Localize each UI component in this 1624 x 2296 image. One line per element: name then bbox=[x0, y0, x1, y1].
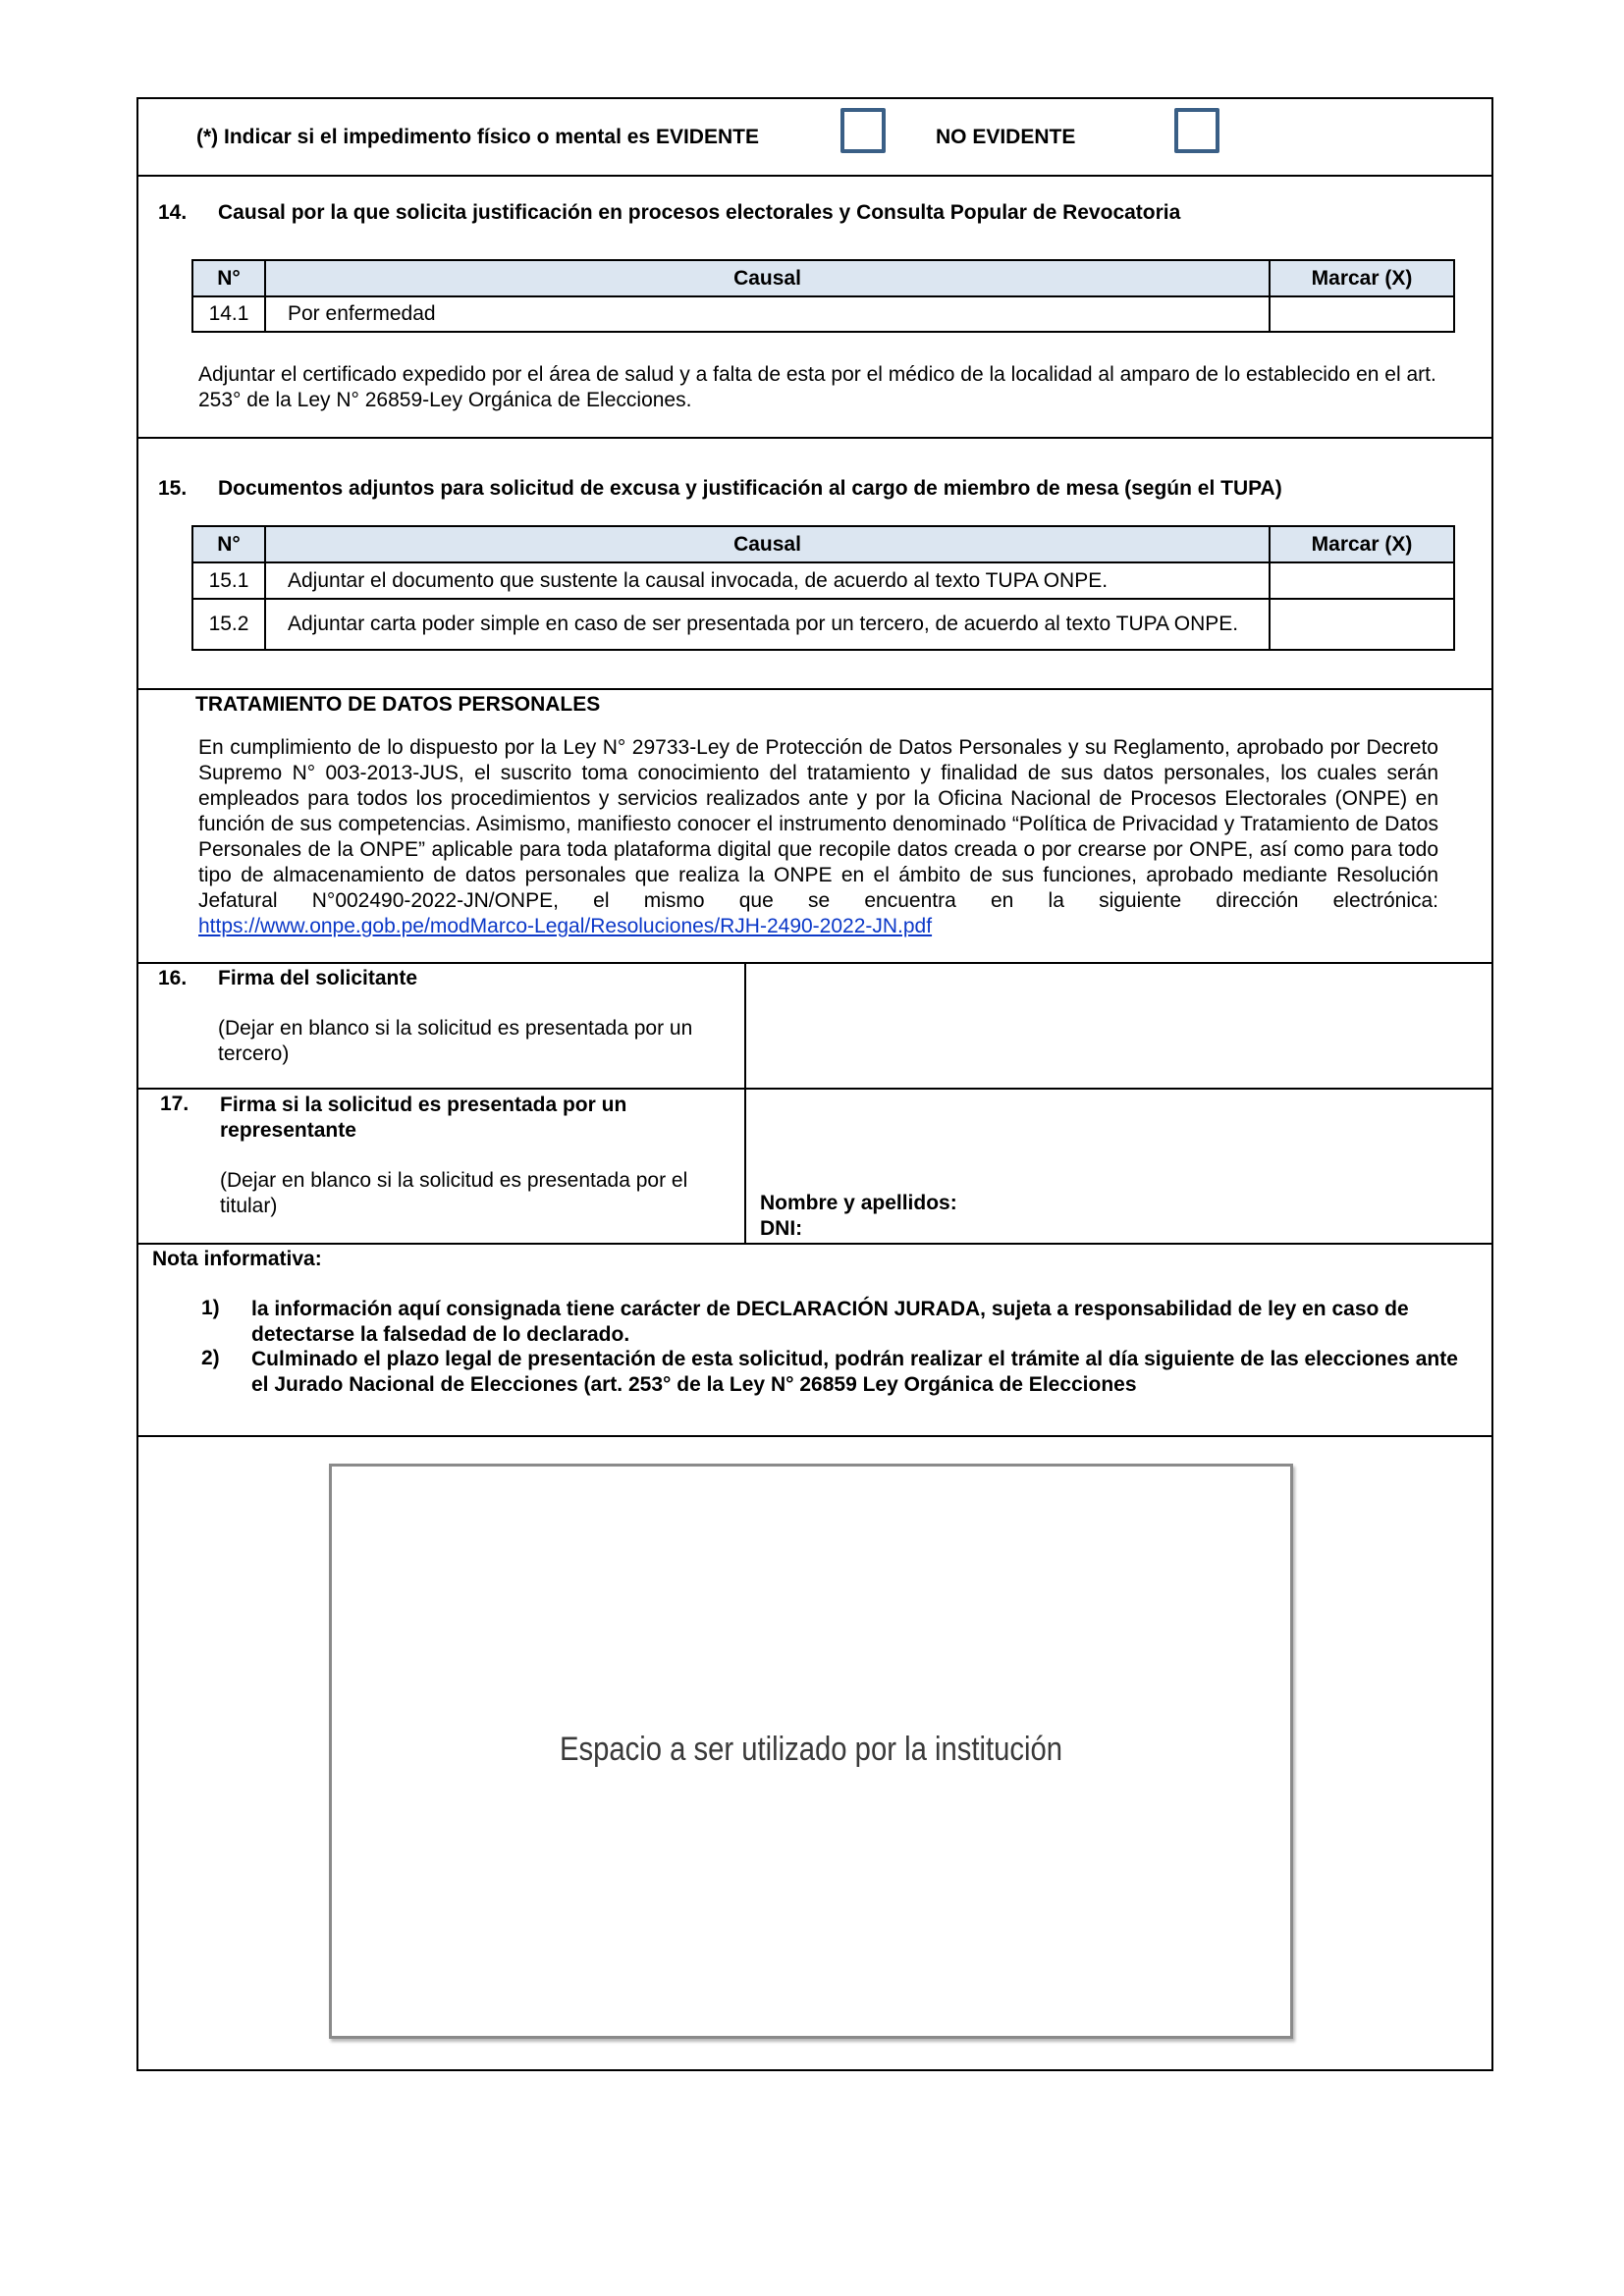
section-15 bbox=[138, 439, 1491, 690]
privacy-text: En cumplimiento de lo dispuesto por la Ley N° 29733-Ley de Protección de Datos Personales y su Reglamento, aprobado por Decreto Supremo N° 003-2013-JUS, el suscrito toma conocimiento del tratamiento y finalidad de sus datos personales, los cuales serán empleados para todos los procedimientos y servicios realizados ante y por la Oficina Nacional de Procesos Electorales (ONPE) en función de sus competencias. Asimismo, manifiesto conocer el instrumento denominado “Política de Privacidad y Tratamiento de Datos Personales de la ONPE” aplicable para toda plataforma digital que recopile datos creada o por crearse por ONPE, así como para todo tipo de almacenamiento de datos personales que realiza la ONPE en el ámbito de sus funciones, aprobado mediante Resolución Jefatural N°002490-2022-JN/ONPE, el mismo que se encuentra en la siguiente dirección electrónica: bbox=[198, 736, 1438, 912]
nota-item-number: 1) bbox=[201, 1297, 220, 1319]
nota-title: Nota informativa: bbox=[152, 1248, 322, 1270]
row-mark-cell[interactable] bbox=[1270, 562, 1454, 599]
privacy-section bbox=[138, 690, 1491, 964]
section-15-number: 15. bbox=[158, 477, 188, 500]
row-mark-cell[interactable] bbox=[1270, 599, 1454, 650]
section-14-title: Causal por la que solicita justificación en procesos electorales y Consulta Popular de Revocatoria bbox=[218, 201, 1181, 224]
section-14 bbox=[138, 177, 1491, 439]
name-label: Nombre y apellidos: bbox=[760, 1192, 957, 1214]
row-causal: Adjuntar el documento que sustente la causal invocada, de acuerdo al texto TUPA ONPE. bbox=[265, 562, 1270, 599]
row-num: 14.1 bbox=[192, 296, 265, 332]
nota-item-2: Culminado el plazo legal de presentación de esta solicitud, podrán realizar el trámite al día siguiente de las elecciones ante el Jurado Nacional de Elecciones (art. 253° de la Ley N° 26859 Ley Orgánica de Elecciones bbox=[251, 1348, 1458, 1396]
section-16-number: 16. bbox=[158, 967, 188, 989]
section-15-table-header bbox=[192, 526, 1454, 562]
col-header-num: N° bbox=[192, 526, 265, 562]
nota-informativa-section bbox=[138, 1245, 1491, 1437]
section-14-note: Adjuntar el certificado expedido por el área de salud y a falta de esta por el médico de la localidad al amparo de lo establecido en el art. 253° de la Ley N° 26859-Ley Orgánica de Elecciones. bbox=[198, 363, 1436, 411]
no-evident-label: NO EVIDENTE bbox=[936, 126, 1076, 148]
row-num: 15.1 bbox=[192, 562, 265, 599]
privacy-title: TRATAMIENTO DE DATOS PERSONALES bbox=[195, 693, 601, 716]
col-header-num: N° bbox=[192, 260, 265, 296]
section-16-title: Firma del solicitante bbox=[218, 967, 418, 989]
section-15-table bbox=[191, 525, 1455, 651]
col-header-causal: Causal bbox=[265, 260, 1270, 296]
impediment-evident-label: (*) Indicar si el impedimento físico o mental es EVIDENTE bbox=[196, 126, 759, 148]
section-14-table bbox=[191, 259, 1455, 333]
table-row bbox=[192, 562, 1454, 599]
impediment-section bbox=[138, 99, 1491, 177]
institution-section bbox=[138, 1437, 1491, 2069]
section-14-table-header bbox=[192, 260, 1454, 296]
applicant-signature-area[interactable] bbox=[746, 964, 1491, 1088]
section-14-number: 14. bbox=[158, 201, 188, 224]
section-17-note: (Dejar en blanco si la solicitud es presentada por el titular) bbox=[220, 1169, 688, 1217]
institution-use-box bbox=[329, 1464, 1293, 2039]
table-row bbox=[192, 599, 1454, 650]
section-16-note: (Dejar en blanco si la solicitud es presentada por un tercero) bbox=[218, 1017, 693, 1065]
section-15-title: Documentos adjuntos para solicitud de excusa y justificación al cargo de miembro de mesa (según el TUPA) bbox=[218, 477, 1282, 500]
section-16 bbox=[138, 964, 1491, 1090]
representative-signature-area[interactable] bbox=[746, 1090, 1491, 1243]
row-causal: Por enfermedad bbox=[265, 296, 1270, 332]
table-row bbox=[192, 296, 1454, 332]
form-frame bbox=[136, 97, 1493, 2071]
evident-checkbox[interactable] bbox=[840, 108, 886, 153]
section-17-number: 17. bbox=[160, 1093, 189, 1115]
privacy-link[interactable]: https://www.onpe.gob.pe/modMarco-Legal/Resoluciones/RJH-2490-2022-JN.pdf bbox=[198, 915, 933, 937]
section-17-title: Firma si la solicitud es presentada por un representante bbox=[220, 1094, 627, 1142]
nota-item-number: 2) bbox=[201, 1347, 220, 1369]
row-causal: Adjuntar carta poder simple en caso de ser presentada por un tercero, de acuerdo al texto TUPA ONPE. bbox=[265, 599, 1270, 650]
institution-box-text: Espacio a ser utilizado por la institución bbox=[560, 1731, 1062, 1768]
dni-label: DNI: bbox=[760, 1217, 803, 1240]
nota-item-1: la información aquí consignada tiene carácter de DECLARACIÓN JURADA, sujeta a responsabilidad de ley en caso de detectarse la falsedad de lo declarado. bbox=[251, 1298, 1409, 1346]
section-17 bbox=[138, 1090, 1491, 1245]
row-num: 15.2 bbox=[192, 599, 265, 650]
privacy-body bbox=[198, 735, 1438, 939]
row-mark-cell[interactable] bbox=[1270, 296, 1454, 332]
col-header-mark: Marcar (X) bbox=[1270, 260, 1454, 296]
no-evident-checkbox[interactable] bbox=[1174, 108, 1219, 153]
col-header-causal: Causal bbox=[265, 526, 1270, 562]
col-header-mark: Marcar (X) bbox=[1270, 526, 1454, 562]
